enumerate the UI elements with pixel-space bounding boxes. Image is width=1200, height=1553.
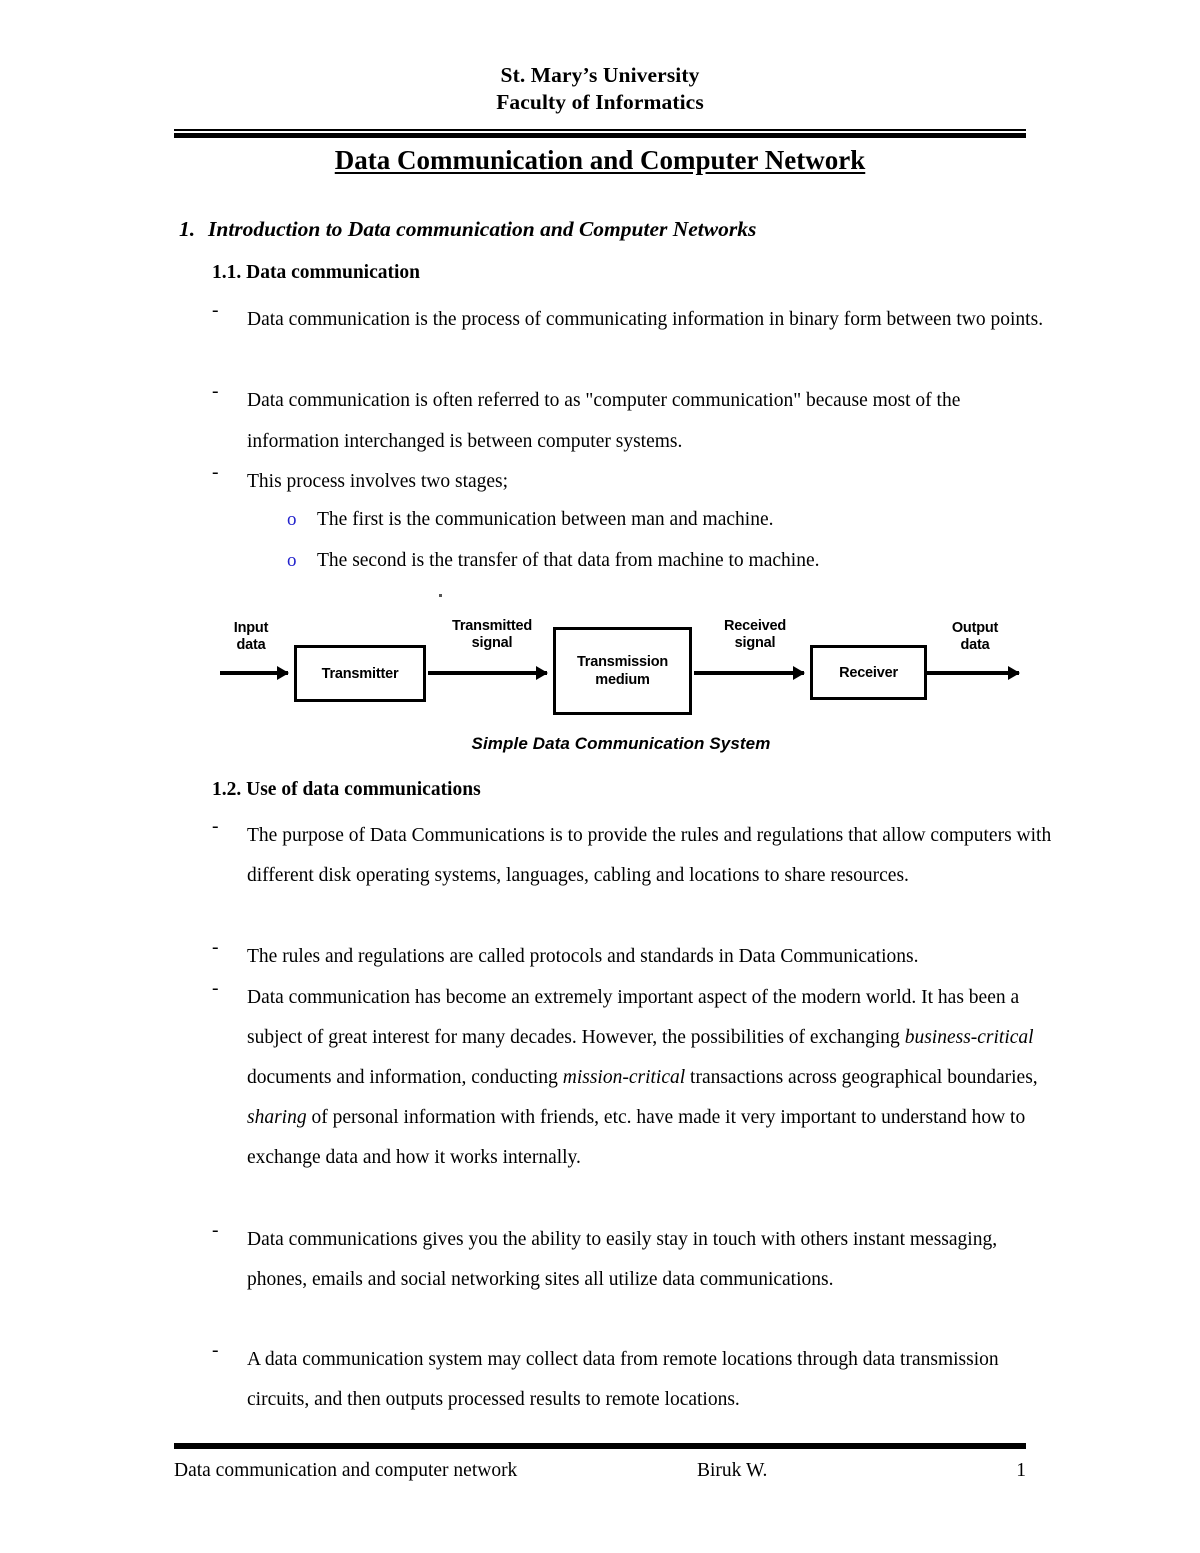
sub-list-item <box>287 547 1027 575</box>
sub-list-item-text: The second is the transfer of that data from machine to machine. <box>317 550 820 571</box>
diagram-label-input-data <box>216 620 286 654</box>
diagram-label-received-signal <box>696 618 814 652</box>
list-item-text: Data communications gives you the ability to easily stay in touch with others instant messaging, phones, emails and social networking sites all utilize data communications. <box>247 1229 998 1290</box>
list-item <box>212 1220 1052 1300</box>
footer-page-number: 1 <box>1016 1460 1026 1481</box>
bullet-marker: - <box>212 462 219 483</box>
section-heading-1 <box>179 216 1029 242</box>
text-part: Data communication has become an extremely important aspect of the modern world. It has been a subject of great interest for many decades. However, the possibilities of exchanging <box>247 987 1020 1048</box>
emphasis-mission-critical: mission-critical <box>562 1067 686 1088</box>
faculty-name: Faculty of Informatics <box>496 90 704 114</box>
list-item-text: A data communication system may collect data from remote locations through data transmission circuits, and then outputs processed results to remote locations. <box>247 1349 999 1410</box>
section-number-1: 1. <box>179 217 196 241</box>
emphasis-business-critical: business-critical <box>904 1027 1034 1048</box>
diagram-label-received-signal-line1: Received <box>723 618 787 634</box>
sub-list-item <box>287 506 1027 534</box>
diagram-label-transmitted-signal-line2: signal <box>471 635 513 651</box>
bullet-marker: - <box>212 816 219 837</box>
diagram-label-output-data-line2: data <box>960 637 990 653</box>
data-communication-system-diagram <box>216 612 1026 757</box>
list-item <box>212 462 1052 503</box>
list-item-text: The rules and regulations are called protocols and standards in Data Communications. <box>247 946 919 967</box>
bullet-marker: - <box>212 1220 219 1241</box>
diagram-label-input-data-line2: data <box>236 637 266 653</box>
diagram-box-medium-line1: Transmission <box>576 654 669 670</box>
sub-bullet-marker: o <box>287 550 297 571</box>
diagram-box-transmission-medium <box>553 627 692 715</box>
emphasis-sharing: sharing <box>247 1107 307 1128</box>
list-item-text <box>247 978 1052 1178</box>
scan-speck <box>439 594 442 597</box>
document-footer <box>174 1458 1026 1484</box>
section-title-1: Introduction to Data communication and Computer Networks <box>208 217 757 241</box>
list-item-text: Data communication is the process of communicating information in binary form between two points. <box>247 309 1044 330</box>
diagram-label-transmitted-signal-line1: Transmitted <box>452 618 532 634</box>
diagram-label-output-data-line1: Output <box>951 620 999 636</box>
list-item-text: This process involves two stages; <box>247 471 509 492</box>
bullet-marker: - <box>212 1340 219 1361</box>
list-item <box>212 381 1052 462</box>
diagram-box-receiver <box>810 645 927 700</box>
bullet-marker: - <box>212 937 219 958</box>
text-part: transactions across geographical boundaries, <box>685 1067 1038 1088</box>
bullet-marker: - <box>212 381 219 402</box>
diagram-label-transmitted-signal <box>428 618 556 652</box>
text-part: documents and information, conducting <box>247 1067 563 1088</box>
diagram-box-medium-line2: medium <box>595 672 650 688</box>
divider-thick-line <box>174 133 1026 138</box>
diagram-caption: Simple Data Communication System <box>471 734 771 753</box>
document-header <box>174 62 1026 116</box>
footer-divider <box>174 1443 1026 1449</box>
diagram-label-input-data-line1: Input <box>233 620 269 636</box>
diagram-arrow-transmitted <box>428 671 547 675</box>
document-title: Data Communication and Computer Network <box>334 145 866 175</box>
divider-thin-line <box>174 129 1026 131</box>
footer-left-text: Data communication and computer network <box>174 1460 518 1481</box>
bullet-marker: - <box>212 300 219 321</box>
diagram-box-receiver-label: Receiver <box>839 664 898 681</box>
diagram-label-received-signal-line2: signal <box>734 635 776 651</box>
list-item-text: Data communication is often referred to as "computer communication" because most of the information interchanged is between computer systems. <box>247 390 961 452</box>
diagram-arrow-received <box>694 671 804 675</box>
list-item <box>212 816 1052 896</box>
list-item <box>212 1340 1052 1420</box>
footer-author: Biruk W. <box>697 1460 768 1481</box>
list-item <box>212 978 1052 1178</box>
header-divider <box>174 129 1026 138</box>
diagram-box-transmitter-label: Transmitter <box>321 665 399 682</box>
diagram-box-transmitter <box>294 645 426 702</box>
bullet-marker: - <box>212 978 219 999</box>
diagram-arrow-output <box>927 671 1019 675</box>
diagram-label-output-data <box>938 620 1012 654</box>
sub-list-item-text: The first is the communication between man and machine. <box>317 509 774 530</box>
list-item <box>212 937 1052 977</box>
text-part: of personal information with friends, etc. have made it very important to understand how to exchange data and how it works internally. <box>247 1107 1026 1168</box>
university-name: St. Mary’s University <box>500 63 700 87</box>
diagram-arrow-input <box>220 671 288 675</box>
list-item <box>212 300 1052 341</box>
sub-bullet-marker: o <box>287 509 297 530</box>
section-heading-1-2: 1.2. Use of data communications <box>212 779 481 800</box>
section-heading-1-1: 1.1. Data communication <box>212 262 420 283</box>
list-item-text: The purpose of Data Communications is to provide the rules and regulations that allow computers with different disk operating systems, languages, cabling and locations to share resources. <box>247 825 1052 886</box>
